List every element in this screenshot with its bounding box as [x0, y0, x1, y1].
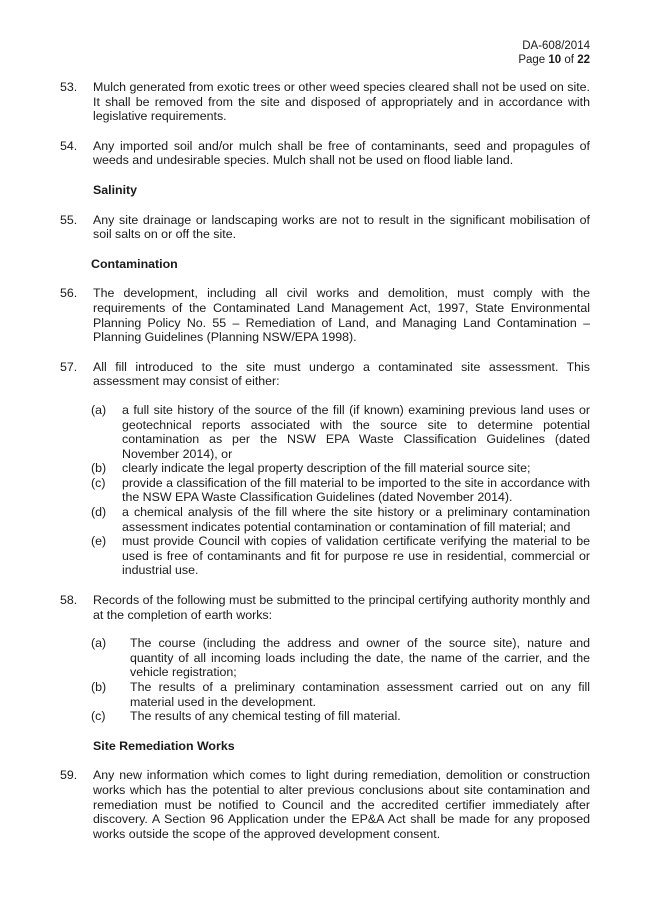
- condition-number: 59.: [60, 768, 78, 783]
- sub-item: [91, 636, 590, 680]
- condition-text: The development, including all civil works and demolition, must comply with the requirements of the Contaminated Land Management Act, 1997, State Environmental Planning Policy No. 55 – Remediation of Land, and Managing Land Contamination – Planning Guidelines (Planning NSW/EPA 1998).: [93, 286, 590, 345]
- condition-55: [60, 213, 590, 242]
- condition-text: Any imported soil and/or mulch shall be free of contaminants, seed and propagules of weeds and undesirable species. Mulch shall not be used on flood liable land.: [93, 138, 590, 168]
- condition-number: 55.: [60, 212, 78, 227]
- condition-number: 53.: [60, 80, 78, 94]
- condition-53: [60, 80, 590, 124]
- sub-item-letter: (b): [91, 680, 107, 694]
- condition-number: 58.: [60, 593, 78, 608]
- page-indicator: Page 10 of 22: [518, 53, 590, 66]
- condition-text: Records of the following must be submitted to the principal certifying authority monthly and at the completion of earth works:: [93, 593, 590, 622]
- sub-item-letter: (a): [91, 402, 107, 417]
- page-total: 22: [577, 53, 590, 66]
- condition-text: Any new information which comes to light during remediation, demolition or construction works which has the potential to alter previous conclusions about site contamination and remediation must be notified to Council and the accredited certifier immediately after discovery. A Section 96 Application under the EP&A Act shall be made for any proposed works outside the scope of the approved development consent.: [93, 768, 590, 841]
- condition-59: [60, 768, 590, 841]
- sub-item-text: clearly indicate the legal property description of the fill material source site;: [122, 461, 531, 476]
- section-heading-contamination: Contamination: [91, 256, 178, 271]
- condition-56: [60, 286, 590, 344]
- sub-item-text: a full site history of the source of the fill (if known) examining previous land uses or geotechnical reports associated with the source site to determine potential contamination as per the NSW EPA Waste Classification Guidelines (dated November 2014), or: [122, 402, 590, 461]
- sub-item-letter: (b): [91, 461, 107, 476]
- sub-item: [91, 461, 590, 476]
- condition-number: 54.: [60, 138, 78, 153]
- sub-item-text: The results of any chemical testing of fill material.: [130, 709, 401, 724]
- condition-number: 56.: [60, 286, 78, 301]
- sub-item: [91, 534, 590, 578]
- document-reference: DA-608/2014: [522, 40, 590, 52]
- condition-54: [60, 139, 590, 168]
- sub-item: [91, 505, 590, 534]
- page-number: 10: [548, 53, 562, 66]
- sub-item: [91, 476, 590, 505]
- sub-item-text: provide a classification of the fill material to be imported to the site in accordance with the NSW EPA Waste Classification Guidelines (dated November 2014).: [122, 475, 590, 505]
- condition-58-sublist: [60, 636, 590, 724]
- sub-item-letter: (a): [91, 636, 107, 651]
- condition-number: 57.: [60, 359, 78, 374]
- section-heading-site-remediation: Site Remediation Works: [93, 738, 235, 753]
- condition-58: [60, 593, 590, 622]
- sub-item-text: must provide Council with copies of validation certificate verifying the material to be used is free of contaminants and fit for purpose re use in residential, commercial or industrial use.: [122, 534, 590, 578]
- sub-item-letter: (e): [91, 534, 107, 549]
- sub-item-text: The results of a preliminary contamination assessment carried out on any fill material used in the development.: [130, 680, 590, 709]
- sub-item: [91, 709, 590, 724]
- condition-text: Mulch generated from exotic trees or other weed species cleared shall not be used on site. It shall be removed from the site and disposed of appropriately and in accordance with legislative requirements.: [93, 80, 590, 124]
- sub-item-letter: (d): [91, 505, 107, 520]
- section-heading-salinity: Salinity: [93, 182, 138, 197]
- sub-item-text: a chemical analysis of the fill where the site history or a preliminary contamination assessment indicates potential contamination or contamination of fill material; and: [122, 505, 590, 534]
- sub-item-letter: (c): [91, 709, 106, 724]
- page-header: [518, 40, 590, 67]
- sub-item: [91, 403, 590, 461]
- condition-text: Any site drainage or landscaping works are not to result in the significant mobilisation of soil salts on or off the site.: [93, 212, 590, 242]
- sub-item: [91, 680, 590, 709]
- sub-item-text: The course (including the address and owner of the source site), nature and quantity of all incoming loads including the date, the name of the carrier, and the vehicle registration;: [130, 636, 590, 680]
- condition-text: All fill introduced to the site must undergo a contaminated site assessment. This assessment may consist of either:: [93, 359, 590, 389]
- document-body: [60, 80, 590, 856]
- sub-item-letter: (c): [91, 475, 106, 490]
- condition-57: [60, 360, 590, 389]
- condition-57-sublist: [60, 403, 590, 578]
